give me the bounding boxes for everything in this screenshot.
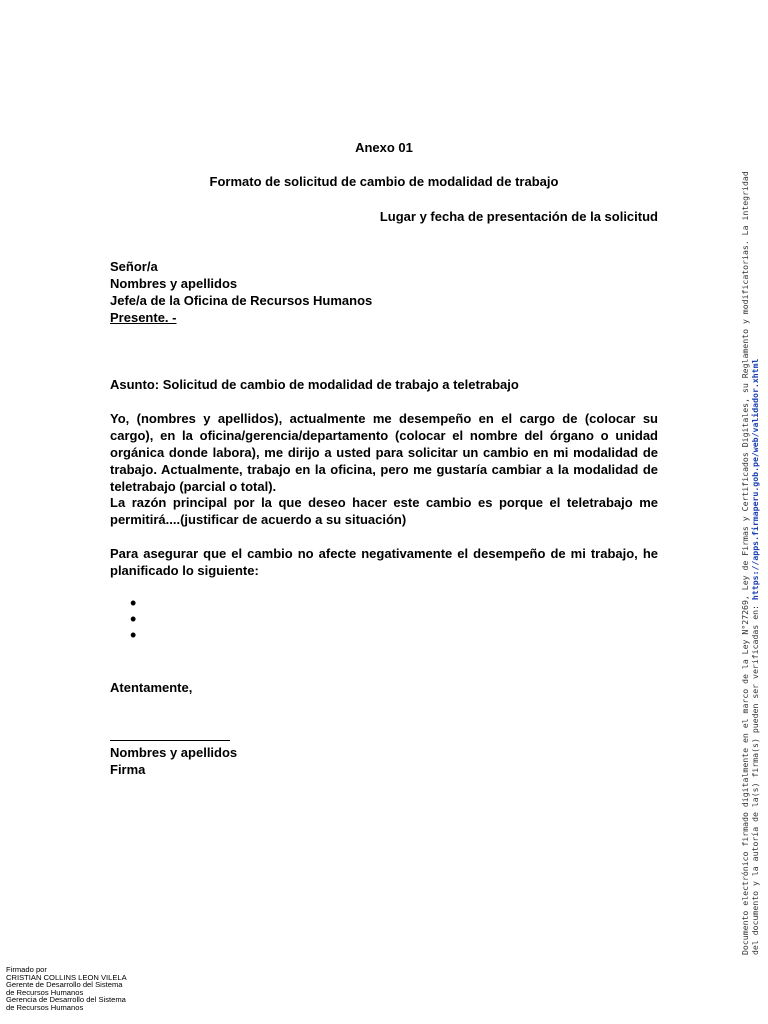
- bullet-item: •: [130, 593, 137, 613]
- addressee-position: Jefe/a de la Oficina de Recursos Humanos: [110, 293, 373, 308]
- validator-link[interactable]: https://apps.firmaperu.gob.pe/web/validador.xhtml: [750, 358, 760, 601]
- signature-label: Firma: [110, 762, 146, 777]
- annex-heading: Anexo 01: [355, 140, 413, 155]
- stamp-line: Gerente de Desarrollo del Sistema: [6, 980, 123, 990]
- notice-line-2-text: del documento y la autoría de la(s) firma(s) pueden ser verificadas en:: [750, 600, 760, 955]
- stamp-signer-name: CRISTIAN COLLINS LEON VILELA: [6, 972, 127, 982]
- stamp-line: de Recursos Humanos: [6, 987, 84, 997]
- salutation: Señor/a: [110, 259, 158, 274]
- signature-line: [110, 740, 230, 741]
- bullet-list: [130, 595, 136, 643]
- presente-text: Presente. -: [110, 310, 177, 325]
- document-title: Formato de solicitud de cambio de modalidad de trabajo: [209, 174, 559, 189]
- stamp-line: Gerencia de Desarrollo del Sistema: [6, 995, 126, 1005]
- signer-stamp: [6, 966, 127, 1012]
- body-paragraph-2: La razón principal por la que deseo hacer este cambio es porque el teletrabajo me permitirá....(justificar de acuerdo a su situación): [110, 495, 658, 527]
- bullet-item: •: [130, 609, 137, 629]
- notice-line-1: Documento electrónico firmado digitalmente en el marco de la Ley N°27269, Ley de Firmas y Certificados Digitales, su Reglamento y modificatorias. La integridad: [740, 171, 750, 955]
- body-paragraph-1: Yo, (nombres y apellidos), actualmente me desempeño en el cargo de (colocar su cargo), en la oficina/gerencia/departamento (colocar el nombre del órgano o unidad orgánica donde labora), me dirijo a usted para solicitar un cambio en mi modalidad de trabajo. Actualmente, trabajo en la oficina, pero me gustaría cambiar a la modalidad de teletrabajo (parcial o total).: [110, 411, 658, 494]
- subject-line: Asunto: Solicitud de cambio de modalidad de trabajo a teletrabajo: [110, 377, 519, 392]
- stamp-line: de Recursos Humanos: [6, 1002, 84, 1012]
- digital-signature-notice: [740, 135, 760, 955]
- stamp-line: Firmado por: [6, 965, 47, 974]
- bullet-item: •: [130, 625, 137, 645]
- signature-name: Nombres y apellidos: [110, 745, 238, 760]
- body-paragraph-3: Para asegurar que el cambio no afecte negativamente el desempeño de mi trabajo, he planificado lo siguiente:: [110, 546, 658, 578]
- notice-line-2: [750, 135, 760, 955]
- addressee-name: Nombres y apellidos: [110, 276, 238, 291]
- place-date-line: Lugar y fecha de presentación de la solicitud: [379, 209, 658, 224]
- addressee-block: [110, 258, 410, 326]
- closing-text: Atentamente,: [110, 680, 193, 695]
